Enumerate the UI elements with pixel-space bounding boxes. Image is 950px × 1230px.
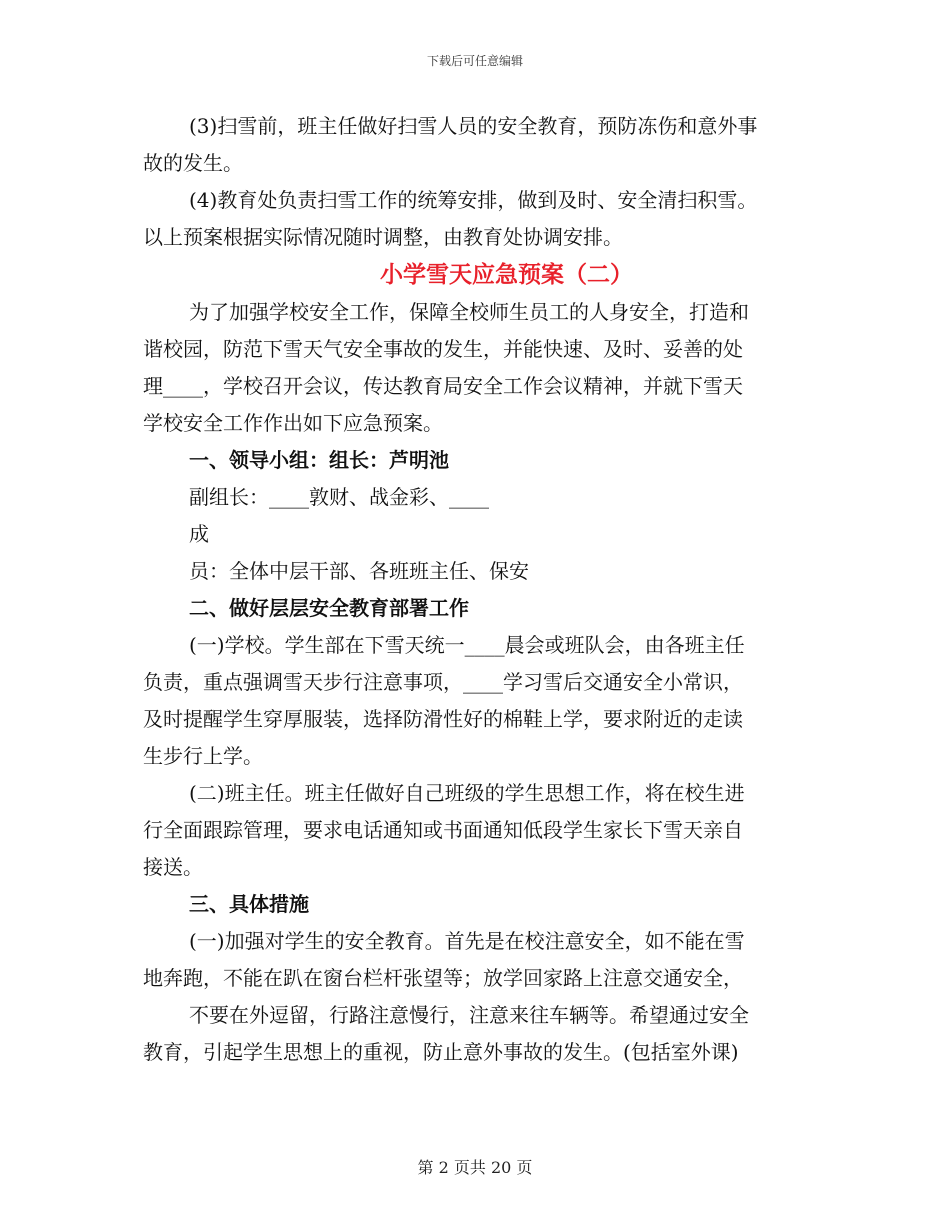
school-line: 生步行上学。 <box>143 744 263 768</box>
teacher-line: 行全面跟踪管理，要求电话通知或书面通知低段学生家长下雪天亲自 <box>143 818 743 842</box>
intro-line: 谐校园，防范下雪天气安全事故的发生，并能快速、及时、妥善的处 <box>143 337 743 361</box>
measure-line: 教育，引起学生思想上的重视，防止意外事故的发生。(包括室外课) <box>143 1040 739 1064</box>
measure-line: 地奔跑，不能在趴在窗台栏杆张望等；放学回家路上注意交通安全， <box>143 966 743 990</box>
intro-line: 理____，学校召开会议，传达教育局安全工作会议精神，并就下雪天 <box>143 374 743 398</box>
teacher-line: (二)班主任。班主任做好自己班级的学生思想工作，将在校生进 <box>189 781 745 805</box>
teacher-line: 接送。 <box>143 855 203 879</box>
members-label-b: 员：全体中层干部、各班班主任、保安 <box>189 559 529 583</box>
school-line: 及时提醒学生穿厚服装，选择防滑性好的棉鞋上学，要求附近的走读 <box>143 707 743 731</box>
page-footer: 第 2 页共 20 页 <box>417 1158 533 1177</box>
members-label-a: 成 <box>189 522 209 546</box>
section-2-heading: 二、做好层层安全教育部署工作 <box>189 596 469 620</box>
intro-line: 学校安全工作作出如下应急预案。 <box>143 411 443 435</box>
item-3-line-1: (3)扫雪前，班主任做好扫雪人员的安全教育，预防冻伤和意外事 <box>189 114 758 138</box>
section-1-heading: 一、领导小组：组长：芦明池 <box>189 448 449 472</box>
document-body <box>143 108 810 1071</box>
header-note: 下载后可任意编辑 <box>426 54 523 68</box>
item-4-line-1: (4)教育处负责扫雪工作的统筹安排，做到及时、安全清扫积雪。 <box>189 188 758 212</box>
closing-line: 以上预案根据实际情况随时调整，由教育处协调安排。 <box>143 225 623 249</box>
vice-leaders: 副组长：____敦财、战金彩、____ <box>189 485 489 509</box>
intro-line: 为了加强学校安全工作，保障全校师生员工的人身安全，打造和 <box>189 300 749 324</box>
item-3-line-2: 故的发生。 <box>143 151 243 175</box>
document-title: 小学雪天应急预案（二） <box>380 261 633 288</box>
section-3-heading: 三、具体措施 <box>189 892 309 916</box>
measure-line: (一)加强对学生的安全教育。首先是在校注意安全，如不能在雪 <box>189 929 745 953</box>
school-line: 负责，重点强调雪天步行注意事项，____学习雪后交通安全小常识， <box>143 670 743 694</box>
school-line: (一)学校。学生部在下雪天统一____晨会或班队会，由各班主任 <box>189 633 745 657</box>
measure-line: 不要在外逗留，行路注意慢行，注意来往车辆等。希望通过安全 <box>189 1003 749 1027</box>
